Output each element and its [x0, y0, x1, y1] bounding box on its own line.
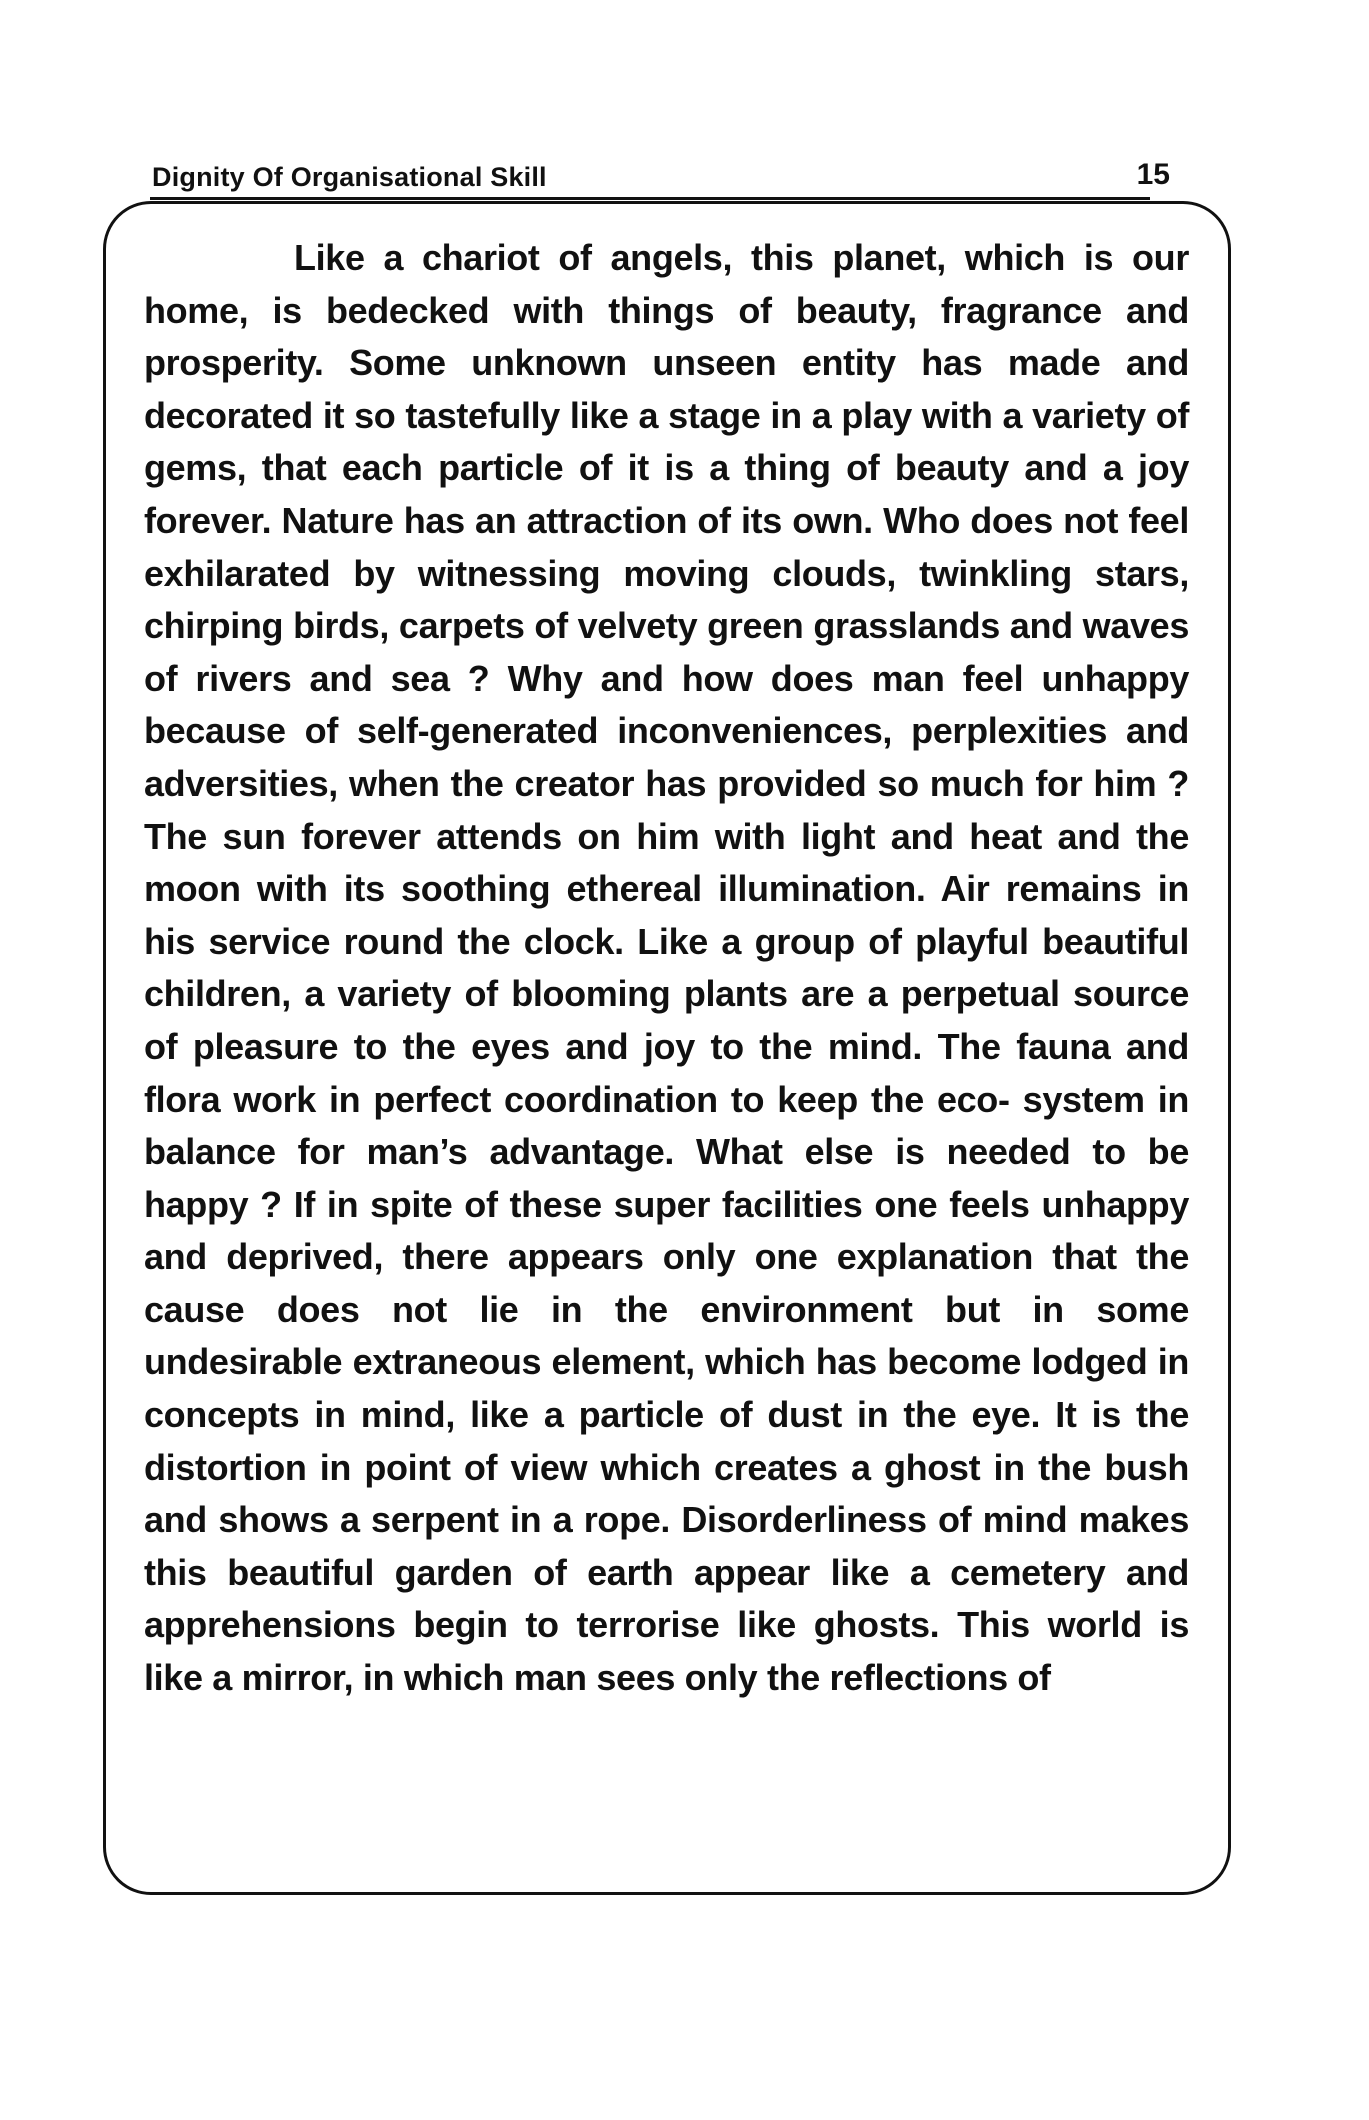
header-rule — [150, 197, 1150, 200]
page-header — [152, 158, 1170, 198]
body-paragraph: Like a chariot of angels, this planet, which is our home, is bedecked with things of beauty, fragrance and prosperity. Some unknown unseen entity has made and decorated it so tastefully like a stage in a play with a variety of gems, that each particle of it is a thing of beauty and a joy forever. Nature has an attraction of its own. Who does not feel exhilarated by witnessing moving clouds, twinkling stars, chirping birds, carpets of velvety green grasslands and waves of rivers and sea ? Why and how does man feel unhappy because of self-generated inconveniences, perplexities and adversities, when the creator has provided so much for him ? The sun forever attends on him with light and heat and the moon with its soothing ethereal illumination. Air remains in his service round the clock. Like a group of playful beautiful children, a variety of blooming plants are a perpetual source of pleasure to the eyes and joy to the mind. The fauna and flora work in perfect coordination to keep the eco- system in balance for man’s advantage. What else is needed to be happy ? If in spite of these super facilities one feels unhappy and deprived, there appears only one explanation that the cause does not lie in the environment but in some undesirable extraneous element, which has become lodged in concepts in mind, like a particle of dust in the eye. It is the distortion in point of view which creates a ghost in the bush and shows a serpent in a rope. Disorderliness of mind makes this beautiful garden of earth appear like a cemetery and apprehensions begin to terrorise like ghosts. This world is like a mirror, in which man sees only the reflections of — [144, 237, 1189, 1699]
running-title: Dignity Of Organisational Skill — [152, 162, 547, 192]
page-number: 15 — [1136, 158, 1170, 191]
